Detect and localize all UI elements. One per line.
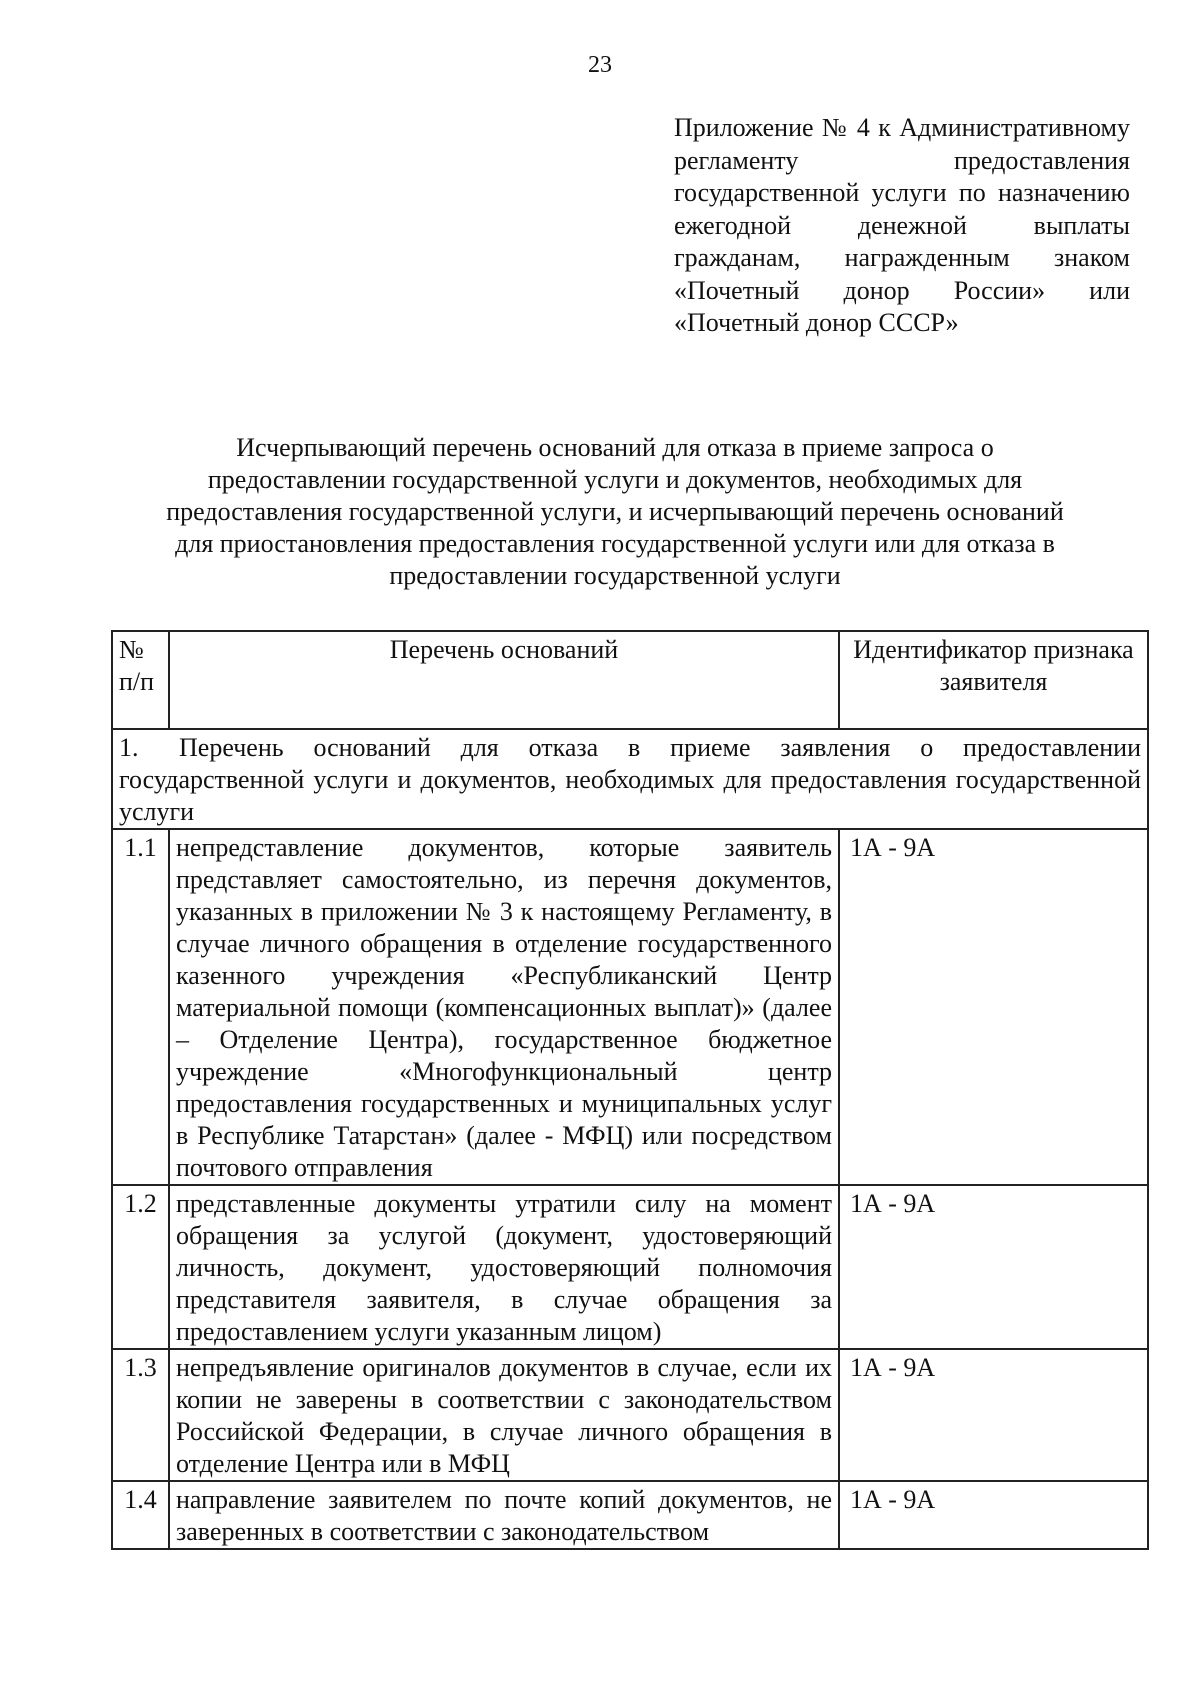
table-row [112,1185,1148,1349]
title-line: для приостановления предоставления государственной услуги или для отказа в [175,529,1055,558]
section-cell [112,729,1148,829]
row-number: 1.1 [112,829,169,1185]
grounds-table [111,630,1149,1550]
title-line: Исчерпывающий перечень оснований для отказа в приеме запроса о [236,433,994,462]
header-identifier: Идентификатор признака заявителя [839,631,1148,729]
table-row [112,829,1148,1185]
table-header-row [112,631,1148,729]
title-line: предоставлении государственной услуги [389,561,841,590]
row-identifier: 1А - 9А [839,1349,1148,1481]
title-line: предоставлении государственной услуги и документов, необходимых для [207,465,1023,494]
row-identifier: 1А - 9А [839,1185,1148,1349]
section-text: Перечень оснований для отказа в приеме заявления о предоставлении государственной услуги и документов, необходимых для предоставления государственной услуги [119,733,1141,826]
page-number: 23 [588,52,612,78]
row-identifier: 1А - 9А [839,1481,1148,1549]
table-row [112,1481,1148,1549]
section-number: 1. [119,733,139,762]
title-line: предоставления государственной услуги, и исчерпывающий перечень оснований [166,497,1064,526]
header-grounds: Перечень оснований [169,631,839,729]
header-number: № п/п [112,631,169,729]
row-number: 1.3 [112,1349,169,1481]
document-title [118,432,1112,592]
row-text: представленные документы утратили силу на момент обращения за услугой (документ, удостоверяющий личность, документ, удостоверяющий полномочия представителя заявителя, в случае обращения за предоставлением услуги указанным лицом) [169,1185,839,1349]
row-text: направление заявителем по почте копий документов, не заверенных в соответствии с законодательством [169,1481,839,1549]
row-identifier: 1А - 9А [839,829,1148,1185]
row-number: 1.4 [112,1481,169,1549]
appendix-note: Приложение № 4 к Административному регламенту предоставления государственной услуги по назначению ежегодной денежной выплаты гражданам, награжденным знаком «Почетный донор России» или «Почетный донор СССР» [674,113,1130,337]
row-text: непредставление документов, которые заявитель представляет самостоятельно, из перечня документов, указанных в приложении № 3 к настоящему Регламенту, в случае личного обращения в отделение государственного казенного учреждения «Республиканский Центр материальной помощи (компенсационных выплат)» (далее – Отделение Центра), государственное бюджетное учреждение «Многофункциональный центр предоставления государственных и муниципальных услуг в Республике Татарстан» (далее - МФЦ) или посредством почтового отправления [169,829,839,1185]
row-number: 1.2 [112,1185,169,1349]
section-row [112,729,1148,829]
table-row [112,1349,1148,1481]
row-text: непредъявление оригиналов документов в случае, если их копии не заверены в соответствии с законодательством Российской Федерации, в случае личного обращения в отделение Центра или в МФЦ [169,1349,839,1481]
